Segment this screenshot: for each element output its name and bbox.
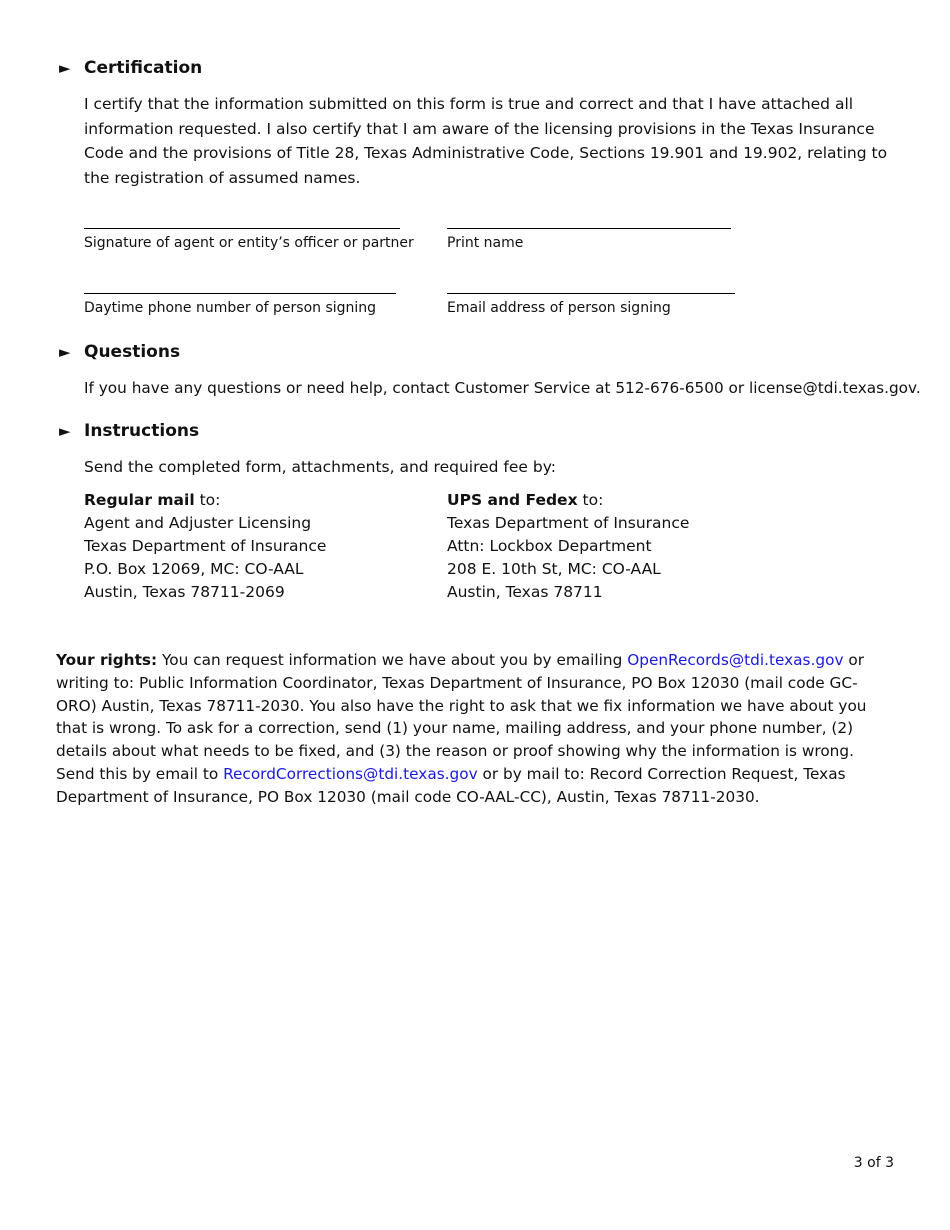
right-pointer-icon: ► xyxy=(59,343,71,361)
print-name-line[interactable] xyxy=(447,228,731,229)
certification-text: I certify that the information submitted on this form is true and correct and that I have attached all information requested. I also certify that I am aware of the licensing provisions in the Texas Insurance Code and the provisions of Title 28, Texas Administrative Code, Sections 19.901 and 19.902, relating to the registration of assumed names. xyxy=(84,95,888,187)
phone-label: Daytime phone number of person signing xyxy=(84,300,377,316)
instructions-heading-text: Instructions xyxy=(84,421,200,441)
address-line: Agent and Adjuster Licensing xyxy=(84,514,312,532)
address-line: Austin, Texas 78711 xyxy=(447,583,603,601)
print-name-label: Print name xyxy=(447,235,524,251)
certification-heading xyxy=(59,58,202,78)
instructions-heading xyxy=(59,421,199,441)
address-line: Texas Department of Insurance xyxy=(84,537,327,555)
ups-fedex-title: UPS and Fedex to: xyxy=(447,491,604,509)
record-corrections-link[interactable]: RecordCorrections@tdi.texas.gov xyxy=(223,764,478,783)
your-rights-label: Your rights: xyxy=(56,651,158,669)
email-label: Email address of person signing xyxy=(447,300,671,316)
right-pointer-icon: ► xyxy=(59,422,71,440)
questions-text: If you have any questions or need help, contact Customer Service at 512-676-6500 or license@tdi.texas.gov. xyxy=(84,379,921,397)
signature-line[interactable] xyxy=(84,228,400,229)
regular-mail-title: Regular mail to: xyxy=(84,491,221,509)
phone-line[interactable] xyxy=(84,293,396,294)
questions-heading xyxy=(59,342,180,362)
regular-mail-address xyxy=(84,489,424,604)
certification-heading-text: Certification xyxy=(84,58,203,78)
address-line: Austin, Texas 78711-2069 xyxy=(84,583,285,601)
open-records-link[interactable]: OpenRecords@tdi.texas.gov xyxy=(627,651,844,669)
right-pointer-icon: ► xyxy=(59,59,71,77)
email-line[interactable] xyxy=(447,293,735,294)
questions-heading-text: Questions xyxy=(84,342,181,362)
ups-fedex-address xyxy=(447,489,787,604)
signature-label: Signature of agent or entity’s officer or partner xyxy=(84,235,414,251)
address-line: Attn: Lockbox Department xyxy=(447,537,652,555)
address-line: 208 E. 10th St, MC: CO-AAL xyxy=(447,560,661,578)
page-number: 3 of 3 xyxy=(853,1155,894,1171)
address-line: P.O. Box 12069, MC: CO-AAL xyxy=(84,560,304,578)
your-rights-paragraph: Your rights: You can request information we have about you by emailing OpenRecords@tdi.texas.gov or writing to: Public Information Coordinator, Texas Department of Insurance, PO Box 12030 (mail code GC-ORO) Austin, Texas 78711-2030. You also have the right to ask that we fix information we have about you that is wrong. To ask for a correction, send (1) your name, mailing address, and your phone number, (2) details about what needs to be fixed, and (3) the reason or proof showing why the information is wrong. Send this by email to RecordCorrections@tdi.texas.gov or by mail to: Record Correction Request, Texas Department of Insurance, PO Box 12030 (mail code CO-AAL-CC), Austin, Texas 78711-2030. xyxy=(56,651,867,806)
instructions-intro: Send the completed form, attachments, and required fee by: xyxy=(84,458,556,476)
address-line: Texas Department of Insurance xyxy=(447,514,690,532)
